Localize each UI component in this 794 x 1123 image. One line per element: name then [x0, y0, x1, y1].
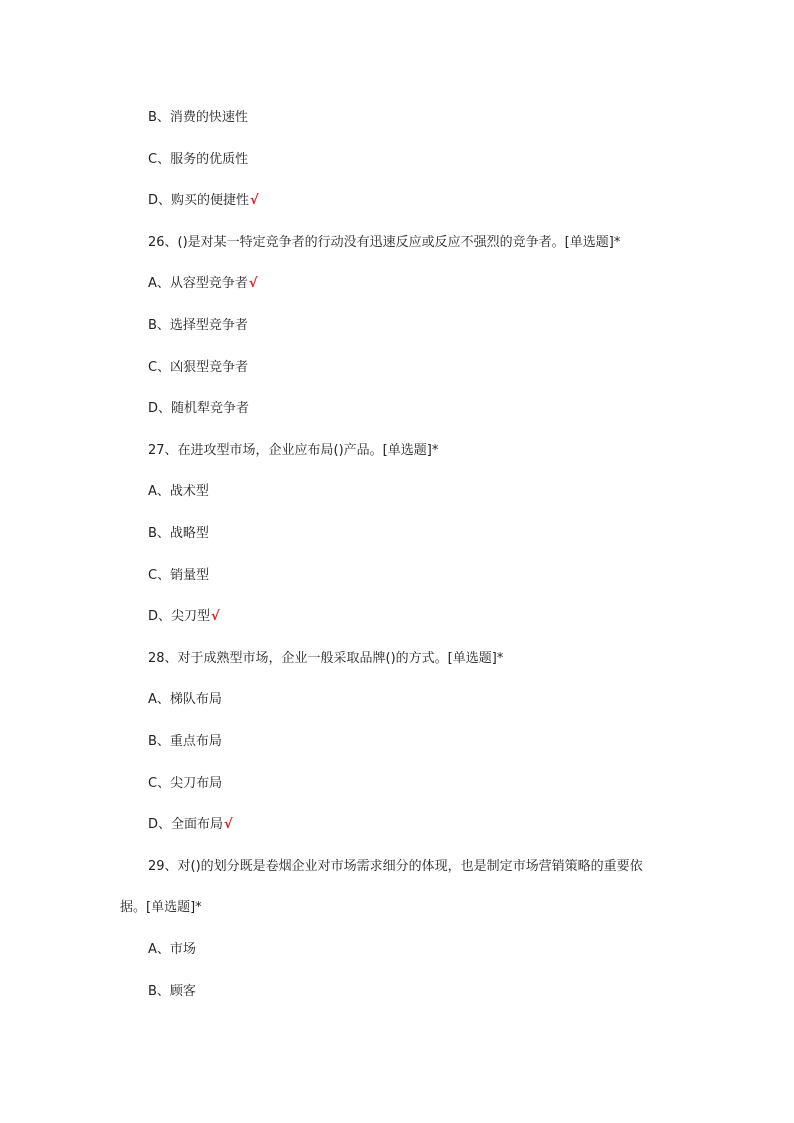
- option-text: C、凶狠型竞争者: [148, 360, 249, 375]
- option-q25-b[interactable]: [148, 109, 248, 127]
- option-text: C、服务的优质性: [148, 152, 249, 167]
- question-text: 据。[单选题]*: [120, 900, 202, 915]
- option-q27-d[interactable]: [148, 608, 220, 626]
- correct-check-icon: √: [211, 609, 220, 624]
- option-q29-b[interactable]: [148, 983, 196, 1001]
- option-text: D、尖刀型: [148, 609, 211, 624]
- option-text: B、重点布局: [148, 734, 222, 749]
- option-text: C、尖刀布局: [148, 776, 223, 791]
- option-text: A、市场: [148, 942, 196, 957]
- option-q27-b[interactable]: [148, 525, 209, 543]
- question-26: [148, 234, 620, 252]
- option-q26-a[interactable]: [148, 275, 258, 293]
- option-text: D、全面布局: [148, 817, 224, 832]
- option-q28-a[interactable]: [148, 691, 222, 709]
- option-text: D、随机犁竞争者: [148, 401, 250, 416]
- option-q26-c[interactable]: [148, 359, 248, 377]
- option-text: B、顾客: [148, 984, 196, 999]
- option-q26-d[interactable]: [148, 400, 249, 418]
- question-27: [148, 442, 438, 460]
- option-q28-b[interactable]: [148, 733, 222, 751]
- option-q27-c[interactable]: [148, 567, 209, 585]
- option-text: A、梯队布局: [148, 692, 222, 707]
- option-q28-d[interactable]: [148, 816, 233, 834]
- option-q27-a[interactable]: [148, 483, 209, 501]
- option-text: B、选择型竞争者: [148, 318, 248, 333]
- option-text: A、从容型竞争者: [148, 276, 248, 291]
- question-28: [148, 650, 503, 668]
- option-q28-c[interactable]: [148, 775, 222, 793]
- question-text: 29、对()的划分既是卷烟企业对市场需求细分的体现，也是制定市场营销策略的重要依: [148, 859, 643, 874]
- option-text: A、战术型: [148, 484, 209, 499]
- option-q25-c[interactable]: [148, 151, 248, 169]
- option-q25-d[interactable]: [148, 192, 259, 210]
- option-text: C、销量型: [148, 568, 210, 583]
- option-q29-a[interactable]: [148, 941, 196, 959]
- correct-check-icon: √: [224, 817, 233, 832]
- option-text: B、战略型: [148, 526, 209, 541]
- correct-check-icon: √: [248, 276, 258, 291]
- correct-check-icon: √: [250, 193, 259, 208]
- option-text: D、购买的便捷性: [148, 193, 250, 208]
- question-29: [148, 858, 643, 876]
- question-text: 28、对于成熟型市场，企业一般采取品牌()的方式。[单选题]*: [148, 651, 504, 666]
- option-q26-b[interactable]: [148, 317, 248, 335]
- question-text: 26、()是对某一特定竞争者的行动没有迅速反应或反应不强烈的竞争者。[单选题]*: [148, 235, 621, 250]
- question-29-continuation: [120, 899, 202, 917]
- question-text: 27、在进攻型市场，企业应布局()产品。[单选题]*: [148, 443, 439, 458]
- option-text: B、消费的快速性: [148, 110, 248, 125]
